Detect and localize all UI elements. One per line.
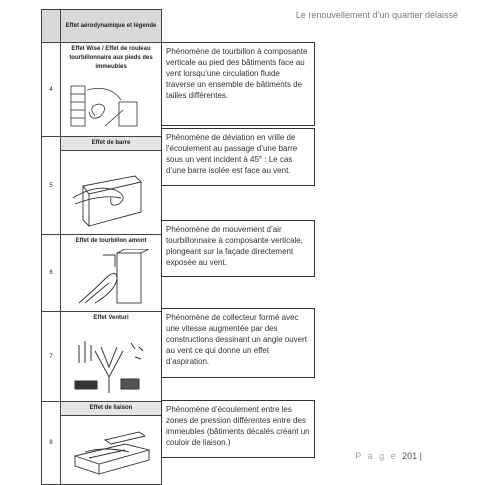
row-number: 6 — [42, 235, 61, 311]
venturi-effect-illustration — [65, 337, 157, 397]
effect-description: Phénomène de tourbillon à composante verticale au pied des bâtiments face au vent lorsqu’une circulation fluide traverse un ensemble de bâtiments de tailles différentes. — [161, 42, 315, 126]
row-number: 4 — [42, 43, 61, 136]
effect-cell — [61, 312, 161, 401]
effect-description: Phénomène de collecteur formé avec une vitesse augmentée par des constructions dessinant un angle ouvert au vent ce qui donne un effet d’aspiration. — [161, 308, 315, 378]
effect-title: Effet de liaison — [61, 402, 161, 416]
row-number: 7 — [42, 312, 61, 401]
effect-description: Phénomène de mouvement d’air tourbillonnaire à composante verticale, plongeant sur la façade directement exposée au vent. — [161, 220, 315, 277]
running-header: Le renouvellement d’un quartier délaissé — [295, 10, 458, 20]
table-row — [42, 136, 161, 234]
table-row — [42, 311, 161, 401]
effect-description: Phénomène de déviation en vrille de l’écoulement au passage d’une barre sous un vent incident à 45° : Le cas d’une barre isolée est face au vent. — [161, 128, 315, 186]
effect-cell — [61, 43, 161, 136]
page-number: 201 | — [402, 451, 422, 461]
table-row — [42, 234, 161, 311]
wise-effect-illustration — [65, 80, 157, 132]
page-label: P a g e — [355, 451, 398, 461]
table-row — [42, 42, 161, 136]
table-row — [42, 401, 161, 484]
upstream-vortex-illustration — [65, 249, 157, 307]
effect-title: Effet Wise / Effet de rouleau tourbillonnaire aux pieds des immeubles — [69, 46, 153, 70]
aerodynamic-effects-table — [41, 9, 162, 485]
header-number-cell — [42, 10, 61, 42]
effect-description: Phénomène d’écoulement entre les zones de pression différentes entre des immeubles (bâtiments décalés créant un couloir de liaison.) — [161, 400, 315, 458]
linkage-effect-illustration — [65, 422, 157, 480]
row-number: 5 — [42, 137, 61, 234]
table-header-row — [42, 10, 161, 42]
header-label-cell — [61, 10, 161, 42]
effect-cell — [61, 137, 161, 234]
effect-title: Effet Venturi — [93, 315, 129, 321]
effect-title: Effet de tourbillon amont — [75, 238, 147, 244]
effect-title: Effet de barre — [61, 137, 161, 151]
effect-cell — [61, 402, 161, 484]
row-number: 8 — [42, 402, 61, 484]
column-header: Effet aérodynamique et légende — [65, 22, 157, 29]
effect-cell — [61, 235, 161, 311]
page-footer — [355, 451, 422, 461]
bar-effect-illustration — [65, 164, 157, 230]
